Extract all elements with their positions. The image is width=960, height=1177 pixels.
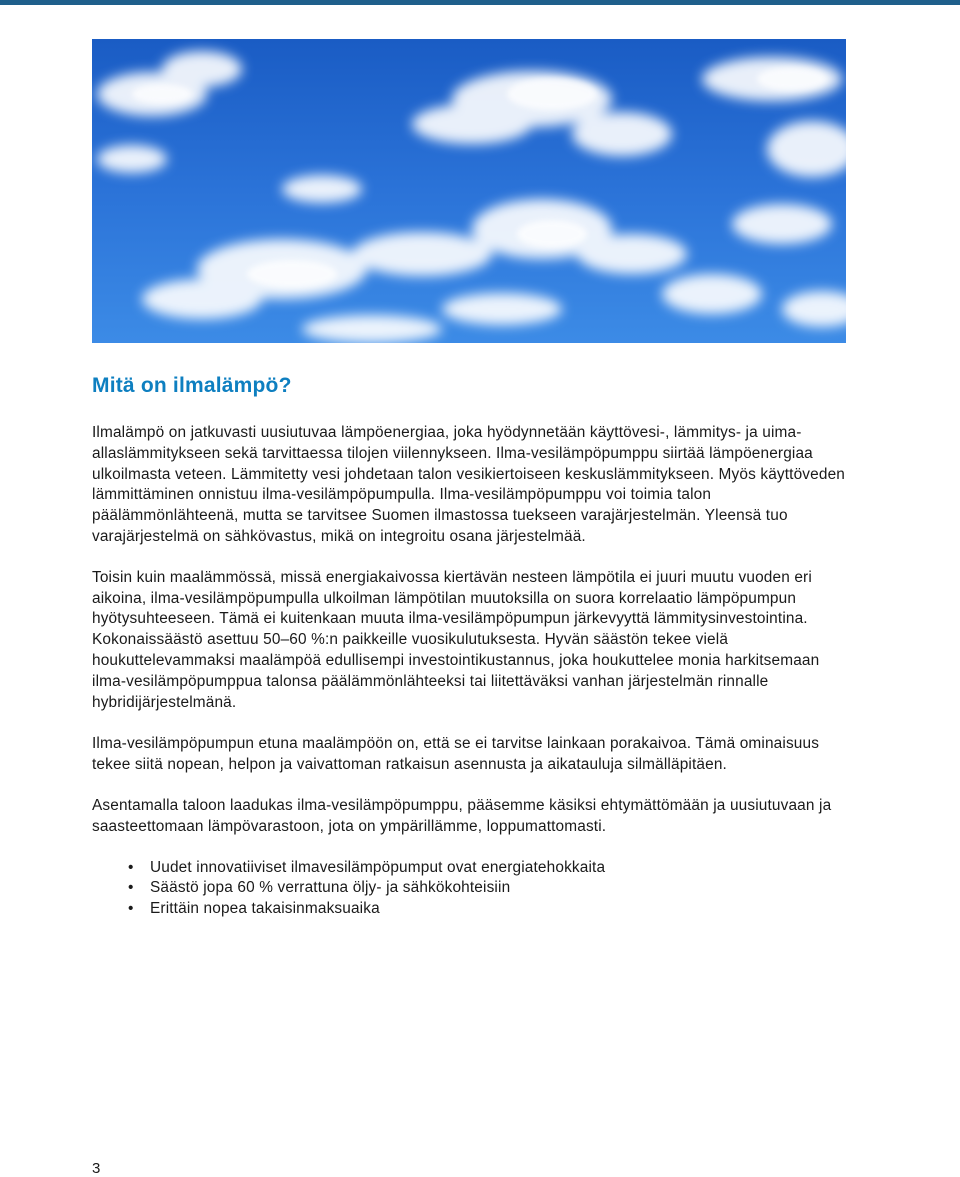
page-number: 3 [92, 1160, 101, 1177]
list-item [92, 878, 852, 899]
list-item [92, 899, 852, 920]
article-heading: Mitä on ilmalämpö? [92, 374, 292, 397]
list-item-text: Uudet innovatiiviset ilmavesilämpöpumput ovat energiatehokkaita [150, 858, 606, 876]
bullet-icon: • [128, 858, 134, 876]
list-item-text: Erittäin nopea takaisinmaksuaika [150, 900, 380, 918]
paragraph-comparison: Toisin kuin maalämmössä, missä energiakaivossa kiertävän nesteen lämpötila ei juuri muutu vuoden eri aikoina, ilma-vesilämpöpumpulla ulkoilman lämpötilan muutoksilla on suora korrelaatio lämpöpumpun hyötysuhteeseen. Tämä ei kuitenkaan muuta ilma-vesilämpöpumpun järkevyyttä lämmitysinvestointina. Kokonaissäästö asettuu 50–60 %:n paikkeille vuosikulutuksesta. Hyvän säästön tekee vielä houkuttelevammaksi maalämpöä edullisempi investointikustannus, joka houkuttelee monia harkitsemaan ilma-vesilämpöpumppua talonsa päälämmönlähteeksi tai liitettäväksi vanhan järjestelmän rinnalle hybridijärjestelmänä. [92, 568, 820, 711]
article-body [92, 423, 852, 920]
paragraph-intro: Ilmalämpö on jatkuvasti uusiutuvaa lämpöenergiaa, joka hyödynnetään käyttövesi-, lämmitys- ja uima-allaslämmitykseen sekä tarvittaessa tilojen viilennykseen. Ilma-vesilämpöpumppu siirtää lämpöenergiaa ulkoilmasta veteen. Lämmitetty vesi johdetaan talon vesikiertoiseen keskuslämmitykseen. Myös käyttöveden lämmittäminen onnistuu ilma-vesilämpöpumpulla. Ilma-vesilämpöpumppu voi toimia talon päälämmönlähteenä, mutta se tarvitsee Suomen ilmastossa tuekseen varajärjestelmän. Yleensä tuo varajärjestelmä on sähkövastus, mikä on integroitu osana järjestelmää. [92, 424, 845, 545]
sky-clouds-image [92, 39, 846, 343]
paragraph-advantage: Ilma-vesilämpöpumpun etuna maalämpöön on, että se ei tarvitse lainkaan porakaivoa. Tämä ominaisuus tekee siitä nopean, helpon ja vaivattoman ratkaisun asennusta ja aikatauluja silmälläpitäen. [92, 735, 820, 774]
top-rule [0, 0, 960, 5]
paragraph-conclusion: Asentamalla taloon laadukas ilma-vesilämpöpumppu, pääsemme käsiksi ehtymättömään ja uusiutuvaan ja saasteettomaan lämpövarastoon, jota on ympärillämme, loppumattomasti. [92, 796, 832, 835]
list-item [92, 858, 852, 879]
bullet-icon: • [128, 900, 134, 918]
bullet-icon: • [128, 879, 134, 897]
list-item-text: Säästö jopa 60 % verrattuna öljy- ja sähkökohteisiin [150, 879, 511, 897]
benefit-list [92, 858, 852, 920]
